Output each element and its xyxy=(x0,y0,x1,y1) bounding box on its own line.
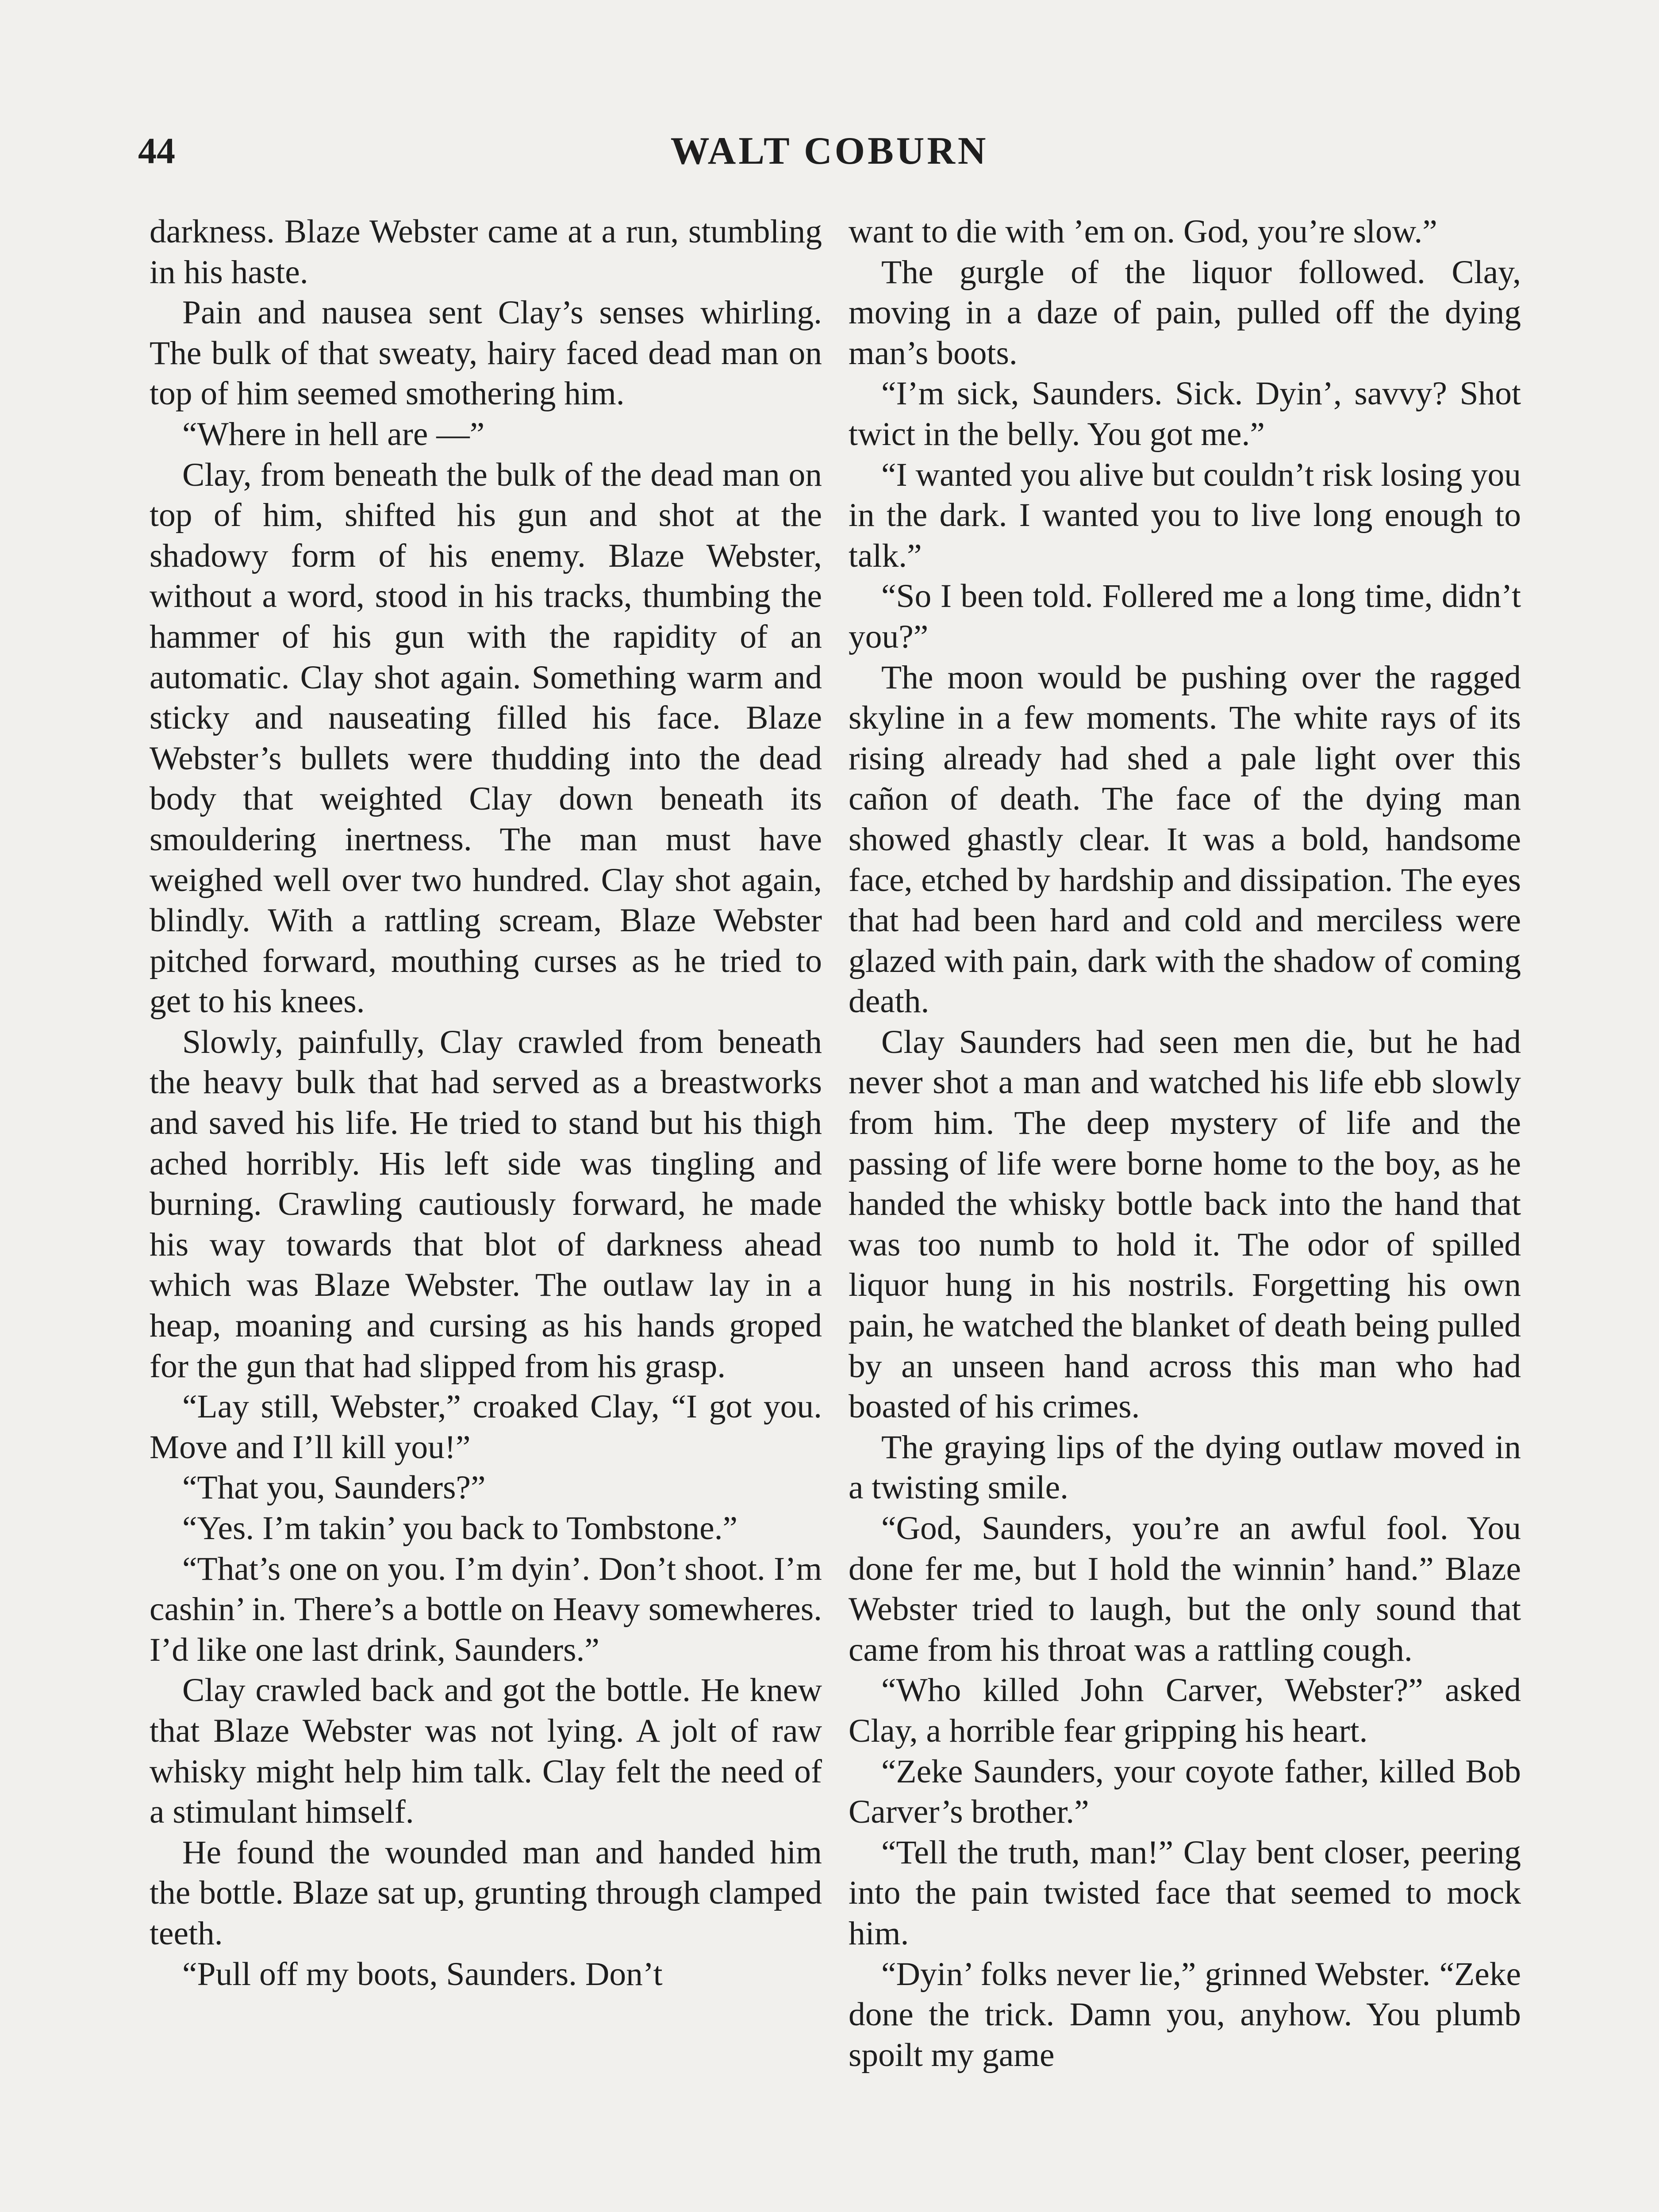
left-column xyxy=(150,211,822,1994)
page-number: 44 xyxy=(138,131,175,172)
paragraph: The graying lips of the dying outlaw moved in a twisting smile. xyxy=(849,1429,1521,1506)
paragraph: “Tell the truth, man!” Clay bent closer, peering into the pain twisted face that seemed to mock him. xyxy=(849,1834,1521,1952)
paragraph: Clay, from beneath the bulk of the dead man on top of him, shifted his gun and shot at the shadowy form of his enemy. Blaze Webster, without a word, stood in his tracks, thumbing the hammer of his gun with the rapidity of an automatic. Clay shot again. Something warm and sticky and nauseating filled his face. Blaze Webster’s bullets were thudding into the dead body that weighted Clay down beneath its smouldering inertness. The man must have weighed well over two hundred. Clay shot again, blindly. With a rattling scream, Blaze Webster pitched forward, mouthing curses as he tried to get to his knees. xyxy=(150,456,822,1020)
paragraph: “I wanted you alive but couldn’t risk losing you in the dark. I wanted you to live long enough to talk.” xyxy=(849,456,1521,574)
paragraph: “That you, Saunders?” xyxy=(182,1469,486,1506)
paragraph: “Where in hell are —” xyxy=(182,415,485,453)
running-head: WALT COBURN xyxy=(670,130,989,173)
paragraph: “Lay still, Webster,” croaked Clay, “I got you. Move and I’ll kill you!” xyxy=(150,1388,822,1466)
paragraph: “Zeke Saunders, your coyote father, killed Bob Carver’s brother.” xyxy=(849,1753,1521,1831)
paragraph: darkness. Blaze Webster came at a run, stumbling in his haste. xyxy=(150,213,822,291)
page-header xyxy=(0,120,1659,182)
paragraph: “God, Saunders, you’re an awful fool. You done fer me, but I hold the winnin’ hand.” Blaze Webster tried to laugh, but the only sound that came from his throat was a rattling cough. xyxy=(849,1510,1521,1668)
right-column xyxy=(849,211,1521,2075)
paragraph: The moon would be pushing over the ragged skyline in a few moments. The white rays of its rising already had shed a pale light over this cañon of death. The face of the dying man showed ghastly clear. It was a bold, handsome face, etched by hardship and dissipation. The eyes that had been hard and cold and merciless were glazed with pain, dark with the shadow of coming death. xyxy=(849,659,1521,1020)
paragraph: “Who killed John Carver, Webster?” asked Clay, a horrible fear gripping his heart. xyxy=(849,1672,1521,1749)
paragraph: “Yes. I’m takin’ you back to Tombstone.” xyxy=(182,1510,737,1547)
paragraph: “I’m sick, Saunders. Sick. Dyin’, savvy? Shot twict in the belly. You got me.” xyxy=(849,375,1521,453)
paragraph: “Dyin’ folks never lie,” grinned Webster. “Zeke done the trick. Damn you, anyhow. You plumb spoilt my game xyxy=(849,1955,1521,2074)
paragraph: Pain and nausea sent Clay’s senses whirling. The bulk of that sweaty, hairy faced dead man on top of him seemed smothering him. xyxy=(150,294,822,412)
paragraph: The gurgle of the liquor followed. Clay, moving in a daze of pain, pulled off the dying man’s boots. xyxy=(849,253,1521,372)
paragraph: Clay Saunders had seen men die, but he had never shot a man and watched his life ebb slowly from him. The deep mystery of life and the passing of life were borne home to the boy, as he handed the whisky bottle back into the hand that was too numb to hold it. The odor of spilled liquor hung in his nostrils. Forgetting his own pain, he watched the blanket of death being pulled by an unseen hand across this man who had boasted of his crimes. xyxy=(849,1023,1521,1425)
paragraph: “That’s one on you. I’m dyin’. Don’t shoot. I’m cashin’ in. There’s a bottle on Heavy somewheres. I’d like one last drink, Saunders.” xyxy=(150,1550,822,1668)
paragraph: want to die with ’em on. God, you’re slow.” xyxy=(849,213,1437,250)
paragraph: Clay crawled back and got the bottle. He knew that Blaze Webster was not lying. A jolt of raw whisky might help him talk. Clay felt the need of a stimulant himself. xyxy=(150,1672,822,1831)
paragraph: He found the wounded man and handed him the bottle. Blaze sat up, grunting through clamped teeth. xyxy=(150,1834,822,1952)
paragraph: “Pull off my boots, Saunders. Don’t xyxy=(182,1955,663,1993)
paragraph: Slowly, painfully, Clay crawled from beneath the heavy bulk that had served as a breastworks and saved his life. He tried to stand but his thigh ached horribly. His left side was tingling and burning. Crawling cautiously forward, he made his way towards that blot of darkness ahead which was Blaze Webster. The outlaw lay in a heap, moaning and cursing as his hands groped for the gun that had slipped from his grasp. xyxy=(150,1023,822,1385)
paragraph: “So I been told. Follered me a long time, didn’t you?” xyxy=(849,578,1521,655)
